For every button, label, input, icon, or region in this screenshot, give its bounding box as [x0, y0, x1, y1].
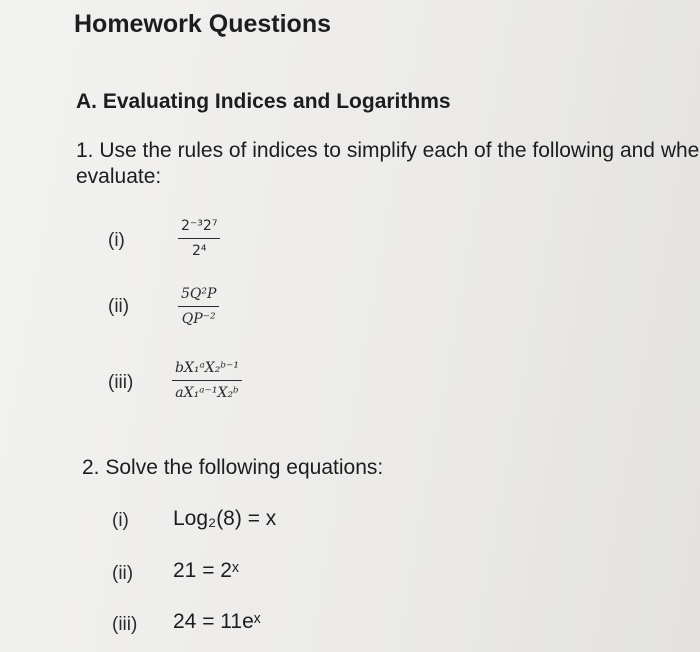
question-2-text: Solve the following equations: [105, 456, 384, 479]
question-2-number: 2. [82, 456, 100, 479]
section-heading: A. Evaluating Indices and Logarithms [76, 90, 451, 113]
q1-item-1-label: (i) [108, 230, 125, 251]
fraction-bar [172, 380, 242, 381]
fraction-bar [178, 238, 220, 239]
q1-item-3-fraction [172, 358, 242, 403]
q1-item-2-numerator: 5Q²P [181, 286, 217, 302]
question-2 [82, 456, 383, 480]
q2-item-2-equation: 21 = 2ˣ [173, 559, 239, 582]
q1-item-3-label: (iii) [108, 372, 134, 393]
q1-item-1-fraction [178, 216, 220, 261]
q2-item-1-label: (i) [112, 510, 129, 531]
q2-item-3-label: (iii) [112, 614, 138, 635]
q1-item-2-fraction [178, 284, 219, 329]
page-title: Homework Questions [74, 10, 331, 38]
q2-item-1-equation: Log₂(8) = x [173, 507, 277, 530]
q1-item-2-label: (ii) [108, 296, 130, 317]
q1-item-1-denominator: 2⁴ [191, 243, 207, 259]
question-1-text-line2: evaluate: [76, 165, 162, 188]
q1-item-3-numerator: bX₁ᵃX₂ᵇ⁻¹ [175, 360, 239, 376]
fraction-bar [178, 306, 219, 307]
question-1-text-line1: Use the rules of indices to simplify each of the following and whe [99, 139, 700, 162]
q1-item-1-numerator: 2⁻³2⁷ [181, 218, 218, 234]
question-1 [76, 138, 699, 190]
q2-item-2-label: (ii) [112, 563, 134, 584]
question-1-number: 1. [76, 139, 94, 162]
q1-item-3-denominator: aX₁ᵃ⁻¹X₂ᵇ [175, 385, 239, 401]
q2-item-3-equation: 24 = 11eˣ [173, 610, 261, 633]
q1-item-2-denominator: QP⁻² [181, 311, 216, 327]
